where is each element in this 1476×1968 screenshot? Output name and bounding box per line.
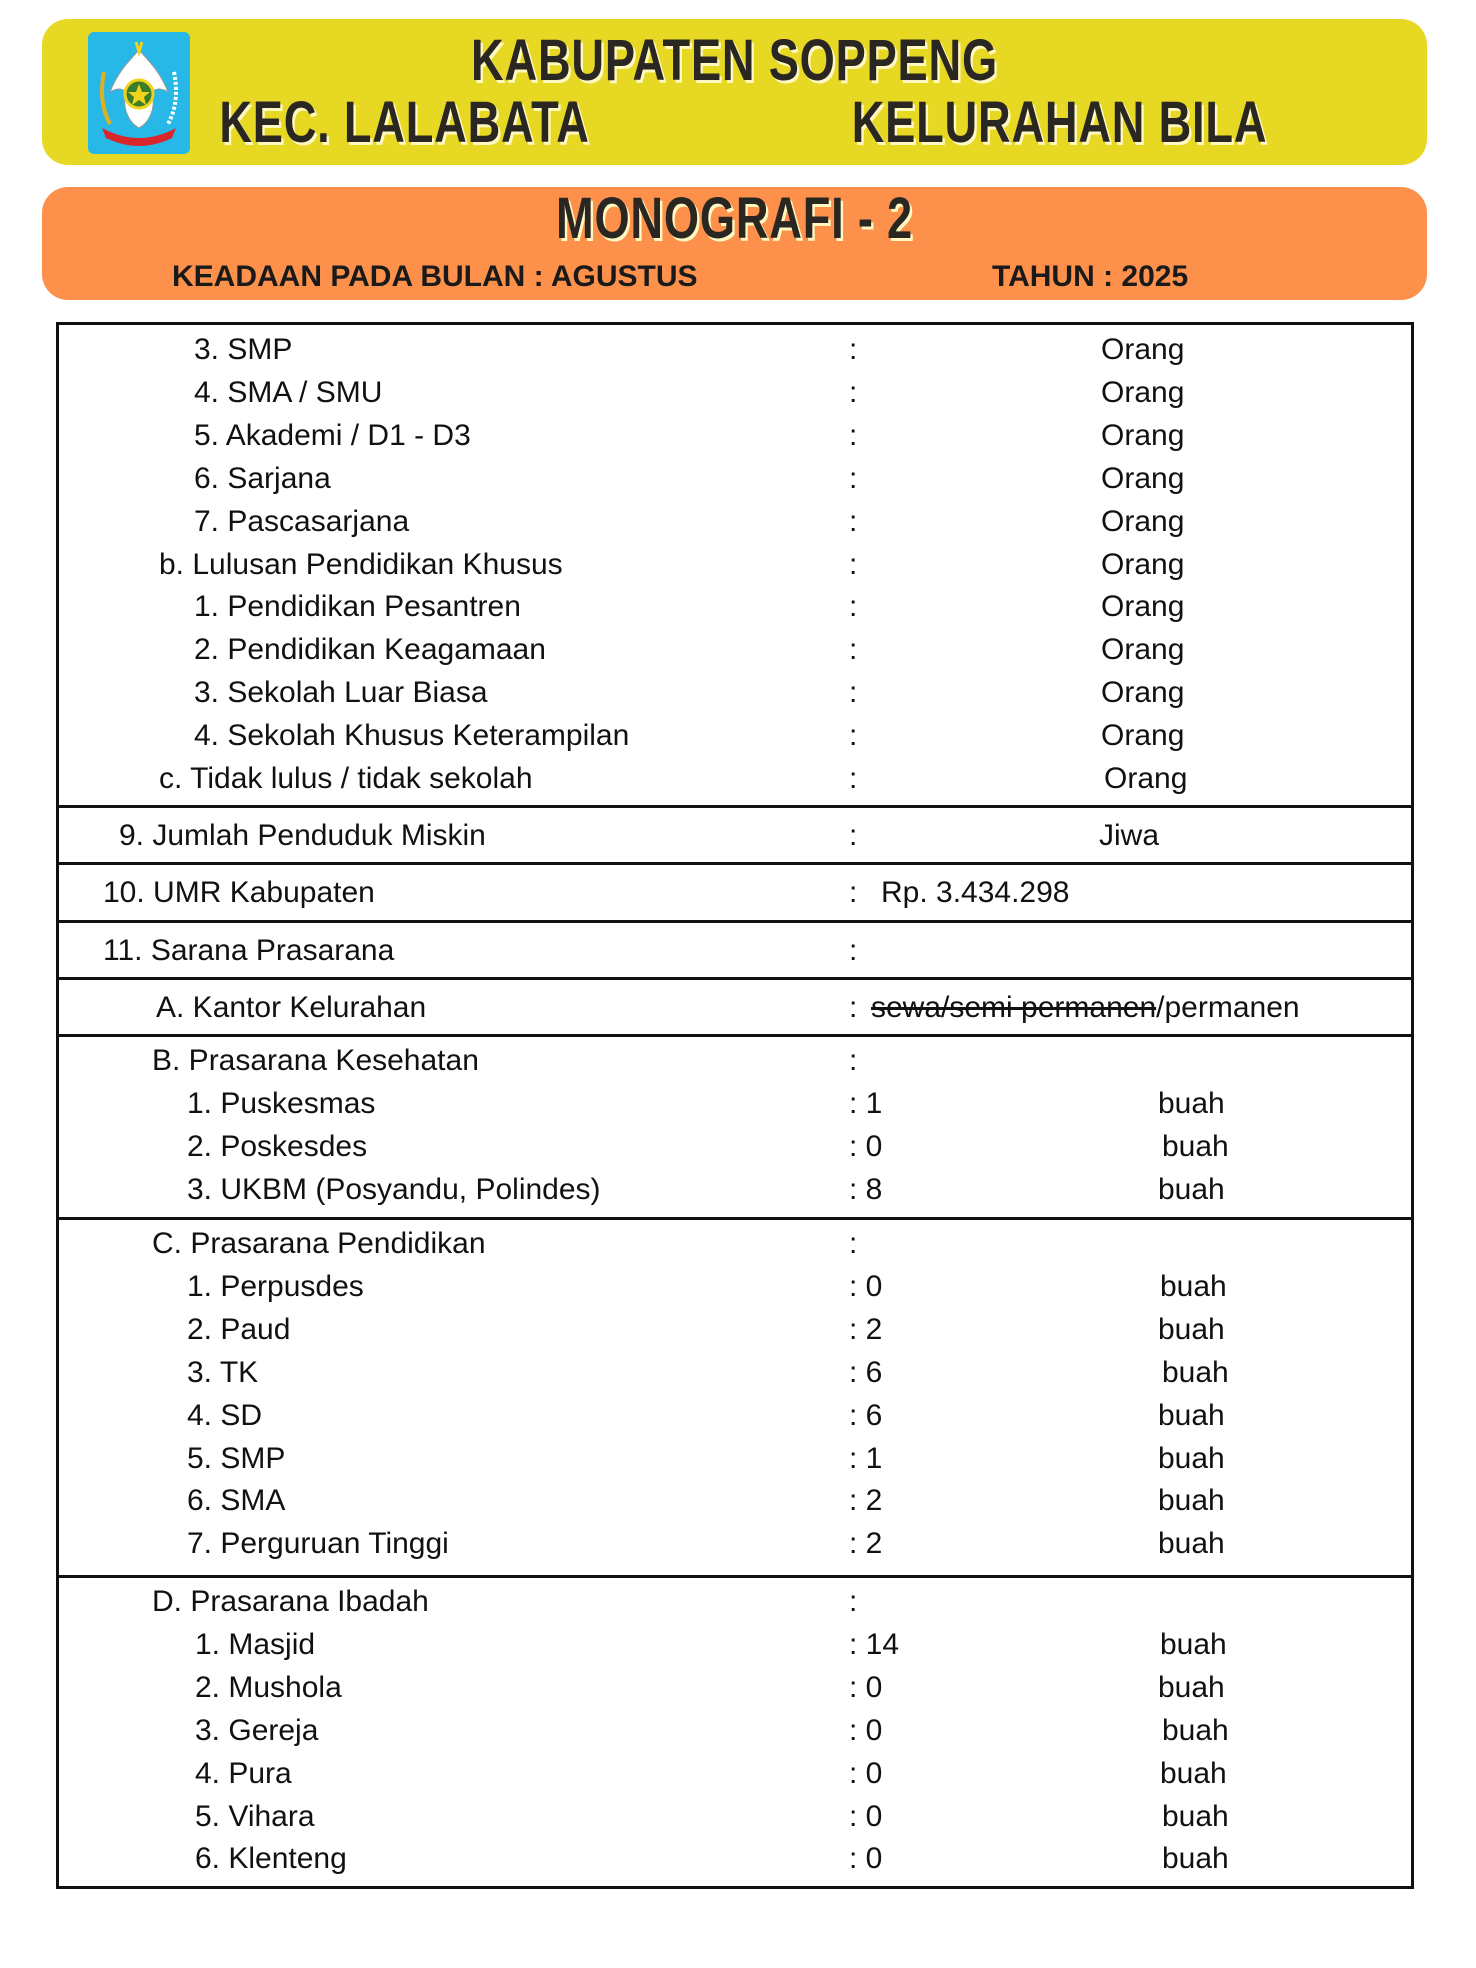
table-row xyxy=(59,1125,1411,1168)
row-label: 3. TK xyxy=(187,1355,259,1389)
row-colon: : xyxy=(849,547,858,581)
row-unit: buah xyxy=(1162,1713,1229,1747)
table-row xyxy=(59,1168,1411,1211)
table-row xyxy=(59,929,1411,972)
row-colon: : xyxy=(849,762,858,795)
title-banner xyxy=(42,187,1427,300)
row-value: : 0 xyxy=(849,1799,883,1833)
table-row xyxy=(59,1666,1411,1709)
row-colon: : xyxy=(849,719,858,753)
row-label: 1. Masjid xyxy=(195,1627,316,1661)
row-label: 2. Paud xyxy=(187,1312,291,1346)
row-unit: buah xyxy=(1158,1441,1225,1475)
row-colon: : xyxy=(849,876,858,909)
section-label: B. Prasarana Kesehatan xyxy=(152,1044,479,1077)
row-label: 1. Perpusdes xyxy=(187,1269,364,1303)
section-penduduk-miskin xyxy=(59,808,1411,865)
row-unit: Orang xyxy=(1101,333,1185,366)
row-label: c. Tidak lulus / tidak sekolah xyxy=(159,762,533,795)
row-value: : 0 xyxy=(849,1713,883,1747)
table-row xyxy=(59,671,1411,714)
row-label: 2. Pendidikan Keagamaan xyxy=(194,633,546,667)
section-kantor xyxy=(59,980,1411,1037)
table-row xyxy=(59,1709,1411,1752)
row-label: 2. Mushola xyxy=(195,1670,342,1704)
row-unit: buah xyxy=(1158,1670,1225,1704)
table-row xyxy=(59,1479,1411,1522)
section-pendidikan xyxy=(59,325,1411,808)
row-value: : 2 xyxy=(849,1484,883,1518)
kecamatan-title: KEC. LALABATA xyxy=(219,90,590,155)
table-row xyxy=(59,1082,1411,1125)
row-colon: : xyxy=(849,375,858,409)
row-value: : 6 xyxy=(849,1398,883,1432)
section-prasarana-pendidikan xyxy=(59,1220,1411,1578)
row-unit: Orang xyxy=(1101,547,1185,581)
table-row xyxy=(59,1351,1411,1394)
selected-status: /permanen xyxy=(1156,991,1300,1024)
row-colon: : xyxy=(849,934,858,967)
row-colon: : xyxy=(849,461,858,495)
row-colon: : xyxy=(849,1044,858,1077)
table-row xyxy=(59,328,1411,371)
table-row xyxy=(59,1308,1411,1351)
section-label: C. Prasarana Pendidikan xyxy=(152,1227,486,1260)
row-unit: Orang xyxy=(1101,590,1185,624)
table-row xyxy=(59,1837,1411,1880)
row-value: : 14 xyxy=(849,1627,900,1661)
table-row xyxy=(59,1394,1411,1437)
row-colon: : xyxy=(849,633,858,667)
table-row xyxy=(59,1580,1411,1623)
table-row xyxy=(59,543,1411,586)
row-label: b. Lulusan Pendidikan Khusus xyxy=(159,547,563,581)
table-row xyxy=(59,628,1411,671)
row-value: : 0 xyxy=(849,1756,883,1790)
row-label: 11. Sarana Prasarana xyxy=(103,934,395,967)
section-sarana xyxy=(59,923,1411,980)
section-ibadah xyxy=(59,1578,1411,1892)
row-label: 5. SMP xyxy=(187,1441,286,1475)
table-row xyxy=(59,414,1411,457)
row-colon: : xyxy=(849,819,858,852)
section-umr xyxy=(59,865,1411,923)
table-row xyxy=(59,500,1411,543)
table-row xyxy=(59,1265,1411,1308)
table-row xyxy=(59,814,1411,857)
row-colon: : xyxy=(849,1585,858,1618)
table-row xyxy=(59,871,1411,914)
row-unit: buah xyxy=(1160,1269,1227,1303)
row-value: : 0 xyxy=(849,1670,883,1704)
row-label: 7. Pascasarjana xyxy=(194,504,410,538)
row-colon: : xyxy=(849,991,858,1024)
row-unit: Orang xyxy=(1101,461,1185,495)
row-unit: buah xyxy=(1160,1756,1227,1790)
monografi-table xyxy=(56,322,1414,1889)
row-colon: : xyxy=(849,1227,858,1260)
row-unit: Orang xyxy=(1101,504,1185,538)
table-row xyxy=(59,1039,1411,1082)
struck-options: sewa/semi permanen xyxy=(871,991,1157,1024)
header-banner xyxy=(42,19,1427,165)
row-unit: Orang xyxy=(1101,719,1185,753)
row-label: 7. Perguruan Tinggi xyxy=(187,1527,449,1561)
row-label: 4. Sekolah Khusus Keterampilan xyxy=(194,719,630,753)
row-value: : 0 xyxy=(849,1842,883,1876)
row-value: : 6 xyxy=(849,1355,883,1389)
section-kesehatan xyxy=(59,1037,1411,1220)
umr-value: Rp. 3.434.298 xyxy=(881,876,1070,909)
table-row xyxy=(59,585,1411,628)
row-unit: buah xyxy=(1158,1172,1225,1206)
row-label: 4. SMA / SMU xyxy=(194,375,383,409)
row-unit: buah xyxy=(1158,1398,1225,1432)
row-unit: buah xyxy=(1162,1355,1229,1389)
row-label: 4. SD xyxy=(187,1398,263,1432)
row-colon: : xyxy=(849,418,858,452)
kabupaten-title: KABUPATEN SOPPENG xyxy=(471,28,998,93)
row-unit: buah xyxy=(1162,1129,1229,1163)
row-unit: buah xyxy=(1162,1799,1229,1833)
monografi-title: MONOGRAFI - 2 xyxy=(556,186,913,251)
row-label: 6. Klenteng xyxy=(195,1842,347,1876)
row-label: 10. UMR Kabupaten xyxy=(103,876,375,909)
row-unit: buah xyxy=(1162,1842,1229,1876)
row-unit: buah xyxy=(1158,1086,1225,1120)
row-unit: Orang xyxy=(1101,633,1185,667)
row-unit: Orang xyxy=(1101,375,1185,409)
row-unit: buah xyxy=(1158,1312,1225,1346)
row-label: 2. Poskesdes xyxy=(187,1129,368,1163)
row-unit: buah xyxy=(1158,1527,1225,1561)
row-colon: : xyxy=(849,590,858,624)
row-unit: Orang xyxy=(1101,418,1185,452)
table-row xyxy=(59,757,1411,800)
row-label: 3. Sekolah Luar Biasa xyxy=(194,676,488,710)
row-unit: Orang xyxy=(1101,676,1185,710)
row-value: : 1 xyxy=(849,1441,883,1475)
row-colon: : xyxy=(849,676,858,710)
row-label: 1. Puskesmas xyxy=(187,1086,376,1120)
period-label: KEADAAN PADA BULAN : AGUSTUS xyxy=(172,260,698,293)
table-row xyxy=(59,1522,1411,1565)
table-row xyxy=(59,371,1411,414)
row-unit: Orang xyxy=(1104,762,1188,795)
row-label: 1. Pendidikan Pesantren xyxy=(194,590,521,624)
row-value: : 2 xyxy=(849,1312,883,1346)
table-row xyxy=(59,1623,1411,1666)
table-row xyxy=(59,1795,1411,1838)
row-label: 3. SMP xyxy=(194,333,293,366)
table-row xyxy=(59,1222,1411,1265)
row-unit: buah xyxy=(1160,1627,1227,1661)
row-label: 3. UKBM (Posyandu, Polindes) xyxy=(187,1172,601,1206)
row-label: A. Kantor Kelurahan xyxy=(156,991,427,1024)
table-row xyxy=(59,1752,1411,1795)
kantor-status xyxy=(871,986,1300,1029)
year-label: TAHUN : 2025 xyxy=(992,260,1189,293)
row-colon: : xyxy=(849,333,858,366)
row-label: 5. Vihara xyxy=(195,1799,315,1833)
row-value: : 1 xyxy=(849,1086,883,1120)
table-row xyxy=(59,1437,1411,1480)
row-value: : 0 xyxy=(849,1129,883,1163)
row-label: 6. Sarjana xyxy=(194,461,331,495)
row-unit: buah xyxy=(1158,1484,1225,1518)
row-label: 3. Gereja xyxy=(195,1713,319,1747)
row-value: : 8 xyxy=(849,1172,883,1206)
table-row xyxy=(59,714,1411,757)
row-value: : 0 xyxy=(849,1269,883,1303)
row-value: : 2 xyxy=(849,1527,883,1561)
row-label: 6. SMA xyxy=(187,1484,286,1518)
table-row xyxy=(59,457,1411,500)
row-label: 4. Pura xyxy=(195,1756,292,1790)
section-label: D. Prasarana Ibadah xyxy=(152,1585,429,1618)
row-colon: : xyxy=(849,504,858,538)
row-label: 5. Akademi / D1 - D3 xyxy=(194,418,471,452)
table-row xyxy=(59,986,1411,1029)
row-unit: Jiwa xyxy=(1099,819,1160,852)
row-label: 9. Jumlah Penduduk Miskin xyxy=(119,819,486,852)
kelurahan-title: KELURAHAN BILA xyxy=(851,90,1268,155)
